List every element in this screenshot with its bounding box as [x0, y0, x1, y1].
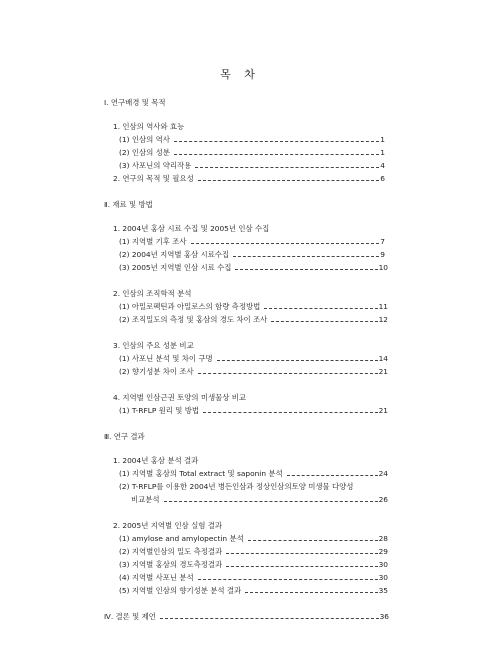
toc-page-number: 1: [380, 148, 385, 157]
toc-subsection: [119, 573, 388, 583]
toc-entry-label: (2) 2004년 지역별 홍삼 시료수집: [119, 250, 230, 259]
toc-entry-label: (4) 지역별 사포닌 분석: [119, 573, 194, 582]
toc-entry-label: Ⅳ. 결론 및 제언: [104, 612, 156, 621]
toc-page-number: 9: [380, 250, 385, 259]
toc-section: [113, 174, 385, 184]
toc-section: 4. 지역별 인삼근권 토양의 미생물상 비교: [113, 393, 247, 402]
toc-entry-label: (3) 사포닌의 약리작용: [119, 161, 192, 170]
toc-section: 2. 2005년 지역별 인삼 실험 결과: [113, 521, 223, 530]
toc-page-number: 6: [380, 174, 385, 183]
toc-chapter: Ⅱ. 재료 및 방법: [104, 200, 153, 209]
toc-subsection: [119, 250, 385, 260]
toc-subsection: [119, 135, 385, 145]
toc-subsection: [119, 237, 385, 247]
toc-entry-label: 2. 연구의 목적 및 필요성: [113, 174, 194, 183]
leader-line: [217, 360, 378, 361]
leader-line: [164, 501, 378, 502]
toc-entry-label: (3) 지역별 홍삼의 경도측정결과: [119, 560, 223, 569]
toc-entry-label: 비교분석: [131, 495, 160, 504]
toc-page-number: 7: [380, 237, 385, 246]
leader-line: [271, 321, 377, 322]
toc-subsection: [119, 469, 388, 479]
toc-entry-label: (2) 인삼의 성분: [119, 148, 170, 157]
toc-entry-label: (2) 조직밀도의 측정 및 홍삼의 경도 차이 조사: [119, 315, 268, 324]
leader-line: [174, 141, 379, 142]
leader-line: [195, 167, 379, 168]
toc-page-number: 21: [378, 406, 388, 415]
toc-subsection: [119, 406, 388, 416]
toc-chapter: Ⅲ. 연구 결과: [104, 432, 145, 441]
leader-line: [198, 579, 378, 580]
toc-entry-label: (5) 지역별 인삼의 향기성분 분석 결과: [119, 586, 242, 595]
toc-entry-label: (1) amylose and amylopectin 분석: [119, 534, 244, 543]
toc-subsection: [119, 161, 385, 171]
leader-line: [198, 180, 380, 181]
toc-subsection: (2) T-RFLP를 이용한 2004년 병든인삼과 정상인삼의토양 미생물 다양성: [119, 482, 354, 491]
toc-subsection: [119, 586, 388, 596]
toc-page-number: 24: [378, 469, 388, 478]
leader-line: [226, 566, 377, 567]
toc-entry-label: (1) T-RFLP 원리 및 방법: [119, 406, 200, 415]
toc-entry-label: (1) 아밀로펙틴과 아밀로스의 함량 측정방법: [119, 302, 261, 311]
toc-subsection: [119, 547, 388, 557]
toc-section: 1. 인삼의 역사와 효능: [113, 122, 185, 131]
toc-section: 2. 인삼의 조직학적 분석: [113, 289, 192, 298]
toc-page-number: 21: [378, 367, 388, 376]
toc-subsection: [119, 367, 388, 377]
toc-subsection: [119, 315, 388, 325]
leader-line: [198, 373, 378, 374]
leader-line: [191, 243, 380, 244]
leader-line: [287, 475, 378, 476]
toc-section: 1. 2004년 홍삼 시료 수집 및 2005년 인삼 수집: [113, 224, 270, 233]
toc-entry-label: (1) 사포닌 분석 및 차이 구명: [119, 354, 213, 363]
leader-line: [160, 618, 379, 619]
leader-line: [235, 269, 377, 270]
leader-line: [248, 540, 378, 541]
leader-line: [233, 256, 379, 257]
toc-chapter: [104, 612, 389, 622]
toc-subsection: [119, 302, 388, 312]
leader-line: [203, 412, 378, 413]
toc-entry-label: (1) 지역별 기후 조사: [119, 237, 187, 246]
toc-chapter: Ⅰ. 연구배경 및 목적: [104, 98, 166, 107]
toc-subsection: [119, 560, 388, 570]
toc-page-number: 36: [379, 612, 389, 621]
toc-section: 1. 2004년 홍삼 분석 결과: [113, 456, 199, 465]
page-title: 목 차: [220, 68, 260, 81]
toc-page-number: 26: [378, 495, 388, 504]
toc-subsection: [119, 534, 388, 544]
toc-page-number: 35: [378, 586, 388, 595]
leader-line: [245, 592, 377, 593]
toc-page-number: 10: [378, 263, 388, 272]
toc-entry-label: (2) 지역별인삼의 밀도 측정결과: [119, 547, 223, 556]
toc-subsection: [119, 263, 388, 273]
toc-page-number: 30: [378, 560, 388, 569]
toc-subsection: [119, 354, 388, 364]
toc-entry-label: (3) 2005년 지역별 인삼 시료 수집: [119, 263, 232, 272]
toc-page-number: 14: [378, 354, 388, 363]
leader-line: [264, 308, 377, 309]
leader-line: [174, 154, 379, 155]
toc-page-number: 30: [378, 573, 388, 582]
toc-subsection: [131, 495, 388, 505]
toc-page-number: 4: [380, 161, 385, 170]
toc-entry-label: (1) 인삼의 역사: [119, 135, 170, 144]
leader-line: [226, 553, 377, 554]
toc-entry-label: (2) 향기성분 차이 조사: [119, 367, 194, 376]
toc-page-number: 11: [378, 302, 388, 311]
toc-page-number: 12: [378, 315, 388, 324]
toc-section: 3. 인삼의 주요 성분 비교: [113, 341, 194, 350]
toc-page-number: 1: [380, 135, 385, 144]
toc-entry-label: (1) 지역별 홍삼의 Total extract 및 saponin 분석: [119, 469, 283, 478]
toc-page-number: 28: [378, 534, 388, 543]
toc-page-number: 29: [378, 547, 388, 556]
toc-subsection: [119, 148, 385, 158]
